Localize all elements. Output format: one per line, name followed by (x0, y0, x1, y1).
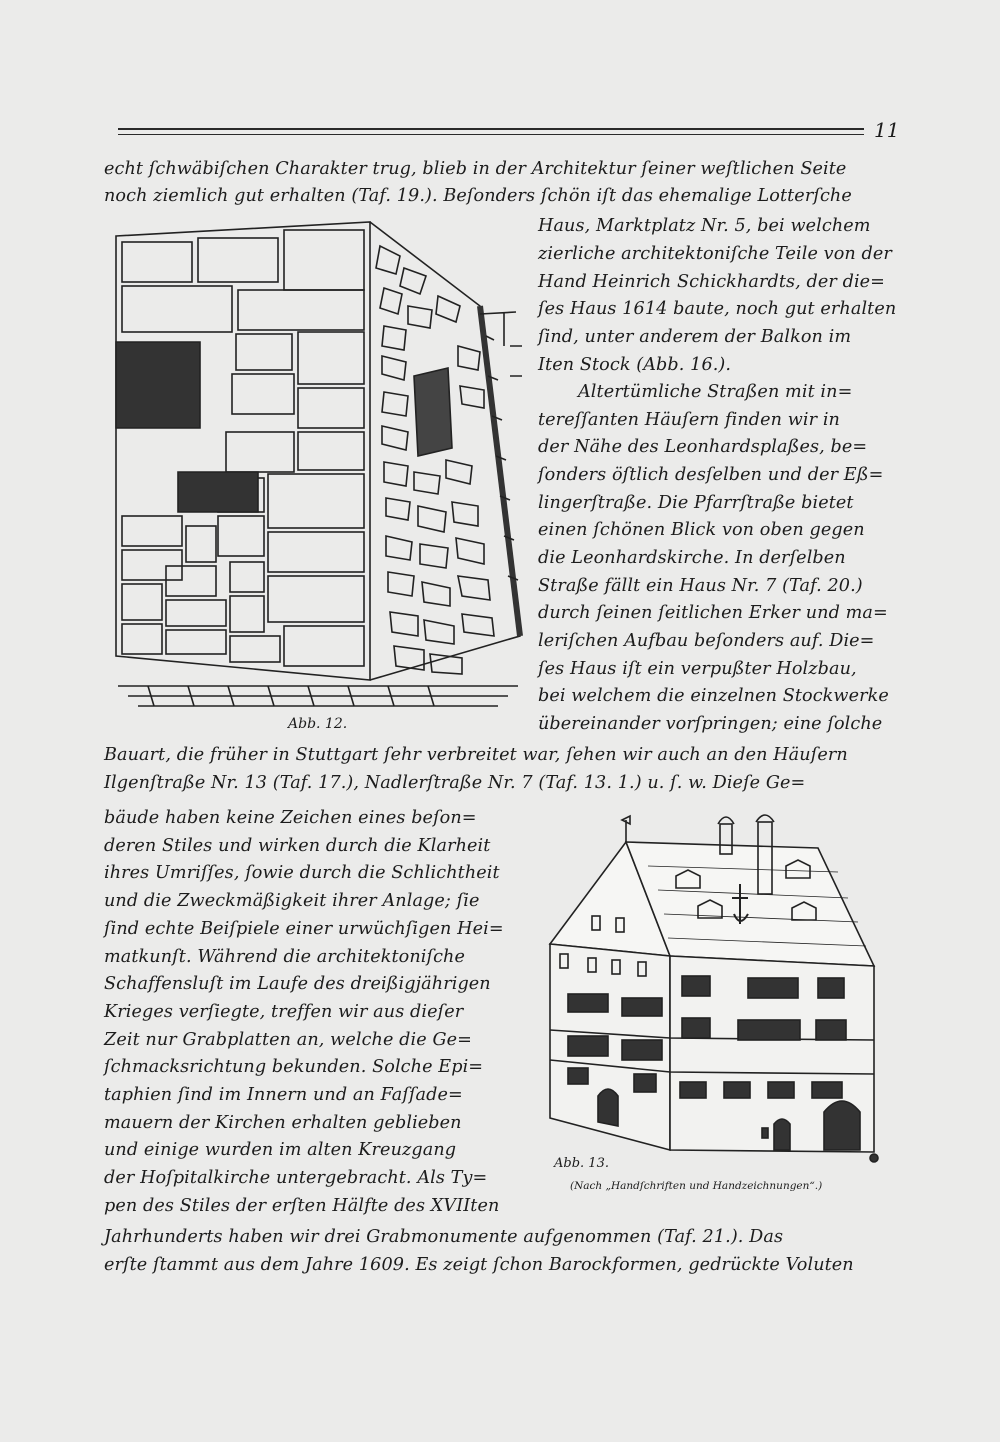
text-line: die Leonhardskirche. In derſelben (538, 548, 846, 568)
header-rule-top (118, 128, 864, 130)
text-line: Iten Stock (Abb. 16.). (538, 355, 732, 375)
text-line: deren Stiles und wirken durch die Klarheit (104, 836, 491, 856)
text-line: lingerſtraße. Die Pfarrſtraße bietet (538, 493, 854, 513)
text-line: Zeit nur Grabplatten an, welche die Ge= (104, 1030, 472, 1050)
text-line: einen ſchönen Blick von oben gegen (538, 520, 865, 540)
figure-stone-wall (108, 216, 526, 712)
figure-13-source-note: (Nach „Handſchriften und Handzeichnungen“.) (570, 1180, 823, 1192)
text-line: ſind echte Beiſpiele einer urwüchſigen Hei= (104, 919, 504, 939)
text-line: Ilgenſtraße Nr. 13 (Taf. 17.), Nadlerſtraße Nr. 7 (Taf. 13. 1.) u. ſ. w. Dieſe Ge= (104, 773, 806, 793)
page-number: 11 (874, 118, 900, 142)
text-line: ihres Umriſſes, ſowie durch die Schlichtheit (104, 863, 500, 883)
text-line: und einige wurden im alten Kreuzgang (104, 1140, 457, 1160)
text-line: leriſchen Aufbau beſonders auf. Die= (538, 631, 875, 651)
text-line: ſonders öſtlich desſelben und der Eß= (538, 465, 884, 485)
text-line: und die Zweckmäßigkeit ihrer Anlage; ſie (104, 891, 480, 911)
text-line: Bauart, die früher in Stuttgart ſehr verbreitet war, ſehen wir auch an den Häuſern (104, 745, 848, 765)
figure-12-caption: Abb. 12. (288, 716, 348, 732)
text-line: ſes Haus 1614 baute, noch gut erhalten (538, 299, 897, 319)
text-line: noch ziemlich gut erhalten (Taf. 19.). Beſonders ſchön iſt das ehemalige Lotterſche (104, 186, 852, 206)
text-line: Jahrhunderts haben wir drei Grabmonumente aufgenommen (Taf. 21.). Das (104, 1227, 784, 1247)
text-line: bäude haben keine Zeichen eines beſon= (104, 808, 477, 828)
text-line: taphien ſind im Innern und an Faſſade= (104, 1085, 463, 1105)
text-line: Haus, Marktplatz Nr. 5, bei welchem (538, 216, 871, 236)
text-line: bei welchem die einzelnen Stockwerke (538, 686, 889, 706)
text-line: Altertümliche Straßen mit in= (578, 382, 853, 402)
text-line: matkunſt. Während die architektoniſche (104, 947, 465, 967)
text-line: Straße fällt ein Haus Nr. 7 (Taf. 20.) (538, 576, 863, 596)
text-line: Hand Heinrich Schickhardts, der die= (538, 272, 886, 292)
text-line: übereinander vorſpringen; eine ſolche (538, 714, 883, 734)
header-rule-bottom (118, 134, 864, 135)
text-line: ſind, unter anderem der Balkon im (538, 327, 852, 347)
text-line: mauern der Kirchen erhalten geblieben (104, 1113, 462, 1133)
figure-13-caption: Abb. 13. (554, 1156, 609, 1171)
text-line: erſte ſtammt aus dem Jahre 1609. Es zeigt ſchon Barockformen, gedrückte Voluten (104, 1255, 854, 1275)
text-line: der Nähe des Leonhardsplaßes, be= (538, 437, 868, 457)
text-line: ſes Haus iſt ein verpußter Holzbau, (538, 659, 857, 679)
text-line: tereſſanten Häuſern finden wir in (538, 410, 840, 430)
text-line: echt ſchwäbiſchen Charakter trug, blieb in der Architektur ſeiner weſtlichen Seite (104, 159, 847, 179)
text-line: Krieges verſiegte, treffen wir aus dieſer (104, 1002, 464, 1022)
text-line: Schaffensluſt im Laufe des dreißigjährigen (104, 974, 491, 994)
text-line: zierliche architektoniſche Teile von der (538, 244, 892, 264)
text-line: durch ſeinen ſeitlichen Erker und ma= (538, 603, 888, 623)
text-line: pen des Stiles der erſten Hälfte des XVIIten (104, 1196, 500, 1216)
figure-house (548, 806, 880, 1170)
text-line: ſchmacksrichtung bekunden. Solche Epi= (104, 1057, 484, 1077)
text-line: der Hoſpitalkirche untergebracht. Als Ty= (104, 1168, 488, 1188)
